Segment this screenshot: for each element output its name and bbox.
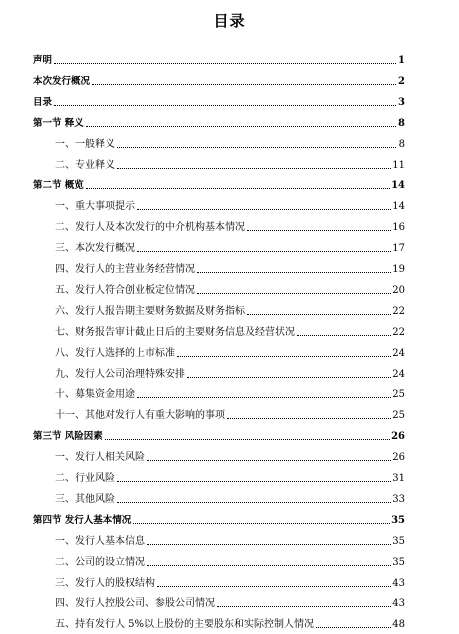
toc-dot-leader [227, 417, 391, 419]
toc-dot-leader [197, 292, 391, 294]
toc-entry-label: 一、一般释义 [55, 138, 115, 150]
toc-entry[interactable] [55, 216, 405, 234]
toc-entry[interactable] [55, 363, 405, 381]
toc-entry-label: 目录 [33, 96, 53, 108]
toc-entry[interactable] [33, 49, 405, 67]
toc-entry-page: 16 [392, 222, 405, 234]
toc-dot-leader [117, 480, 391, 482]
toc-entry[interactable] [55, 195, 405, 213]
toc-entry-page: 35 [392, 556, 405, 568]
toc-entry-page: 17 [392, 243, 405, 255]
toc-entry-label: 一、重大事项提示 [55, 201, 135, 213]
toc-entry-label: 十一、其他对发行人有重大影响的事项 [55, 410, 225, 422]
toc-entry-page: 11 [392, 159, 405, 171]
toc-entry-label: 十、募集资金用途 [55, 389, 135, 401]
toc-entry-label: 四、发行人的主营业务经营情况 [55, 264, 195, 275]
toc-entry-label: 第三节 风险因素 [33, 431, 103, 443]
toc-dot-leader [147, 543, 391, 545]
toc-dot-leader [316, 626, 391, 628]
toc-entry-label: 五、发行人符合创业板定位情况 [55, 284, 195, 296]
toc-dot-leader [105, 438, 390, 440]
toc-entry[interactable] [33, 174, 405, 192]
toc-dot-leader [137, 396, 391, 398]
toc-entry[interactable] [55, 446, 405, 464]
toc-entry[interactable] [55, 258, 405, 276]
toc-entry-label: 二、行业风险 [55, 473, 115, 484]
toc-entry-label: 一、发行人相关风险 [55, 452, 145, 464]
toc-entry-label: 声明 [33, 55, 53, 66]
toc-entry-label: 一、发行人基本信息 [55, 535, 145, 547]
toc-entry-page: 35 [391, 514, 405, 526]
toc-entry-page: 33 [392, 493, 405, 505]
toc-entry-page: 8 [398, 138, 405, 150]
toc-dot-leader [147, 564, 391, 566]
toc-dot-leader [86, 187, 390, 189]
toc-entry-page: 26 [392, 452, 405, 464]
toc-entry-label: 三、其他风险 [55, 493, 115, 505]
toc-entry[interactable] [55, 592, 405, 610]
toc-entry-label: 四、发行人控股公司、参股公司情况 [55, 598, 215, 610]
toc-entry-page: 35 [392, 535, 405, 547]
toc-entry[interactable] [55, 300, 405, 318]
toc-entry[interactable] [55, 613, 405, 631]
toc-dot-leader [117, 146, 396, 148]
toc-entry-label: 九、发行人公司治理特殊安排 [55, 368, 185, 380]
toc-entry-label: 二、发行人及本次发行的中介机构基本情况 [55, 222, 245, 234]
toc-dot-leader [157, 585, 391, 587]
toc-entry[interactable] [55, 488, 405, 506]
toc-entry-label: 第一节 释义 [33, 117, 84, 129]
toc-dot-leader [86, 125, 396, 127]
toc-entry-page: 24 [392, 368, 405, 380]
toc-entry[interactable] [33, 509, 405, 527]
toc-entry-page: 1 [398, 55, 405, 66]
toc-entry-page: 31 [392, 473, 405, 484]
toc-entry-page: 25 [392, 410, 405, 422]
toc-entry[interactable] [55, 133, 405, 151]
toc-dot-leader [247, 313, 391, 315]
toc-dot-leader [247, 229, 391, 231]
toc-entry-page: 24 [392, 347, 405, 359]
toc-entry-page: 14 [391, 180, 405, 192]
toc-dot-leader [133, 522, 390, 524]
toc-dot-leader [117, 167, 391, 169]
toc-entry-page: 22 [392, 305, 405, 317]
toc-entry-page: 22 [392, 326, 405, 338]
toc-entry-label: 五、持有发行人 5%以上股份的主要股东和实际控制人情况 [55, 619, 315, 631]
toc-entry[interactable] [33, 112, 405, 130]
toc-entry-page: 26 [391, 431, 405, 443]
toc-entry-page: 43 [392, 598, 405, 610]
toc-entry[interactable] [55, 237, 405, 255]
toc-entry[interactable] [33, 91, 405, 109]
toc-dot-leader [92, 83, 396, 85]
toc-dot-leader [137, 250, 391, 252]
page-title: 目录 [213, 12, 246, 30]
toc-entry-label: 七、财务报告审计截止日后的主要财务信息及经营状况 [55, 326, 295, 338]
toc-entry[interactable] [33, 425, 405, 443]
toc-entry-label: 本次发行概况 [33, 75, 91, 87]
toc-entry-page: 8 [398, 117, 405, 129]
toc-entry[interactable] [55, 154, 405, 172]
toc-entry-label: 六、发行人报告期主要财务数据及财务指标 [55, 305, 245, 317]
toc-entry-page: 48 [392, 619, 405, 631]
toc-entry-page: 43 [392, 577, 405, 589]
toc-entry-page: 20 [392, 284, 405, 296]
toc-entry[interactable] [55, 279, 405, 297]
toc-entry-label: 三、发行人的股权结构 [55, 577, 155, 589]
toc-entry[interactable] [55, 342, 405, 360]
toc-entry-page: 19 [392, 264, 405, 275]
toc-entry[interactable] [55, 551, 405, 569]
toc-entry[interactable] [55, 321, 405, 339]
toc-entry-page: 25 [392, 389, 405, 401]
toc-dot-leader [117, 501, 391, 503]
toc-entry[interactable] [55, 467, 405, 485]
toc-entry[interactable] [55, 572, 405, 590]
toc-entry-page: 2 [398, 75, 405, 87]
toc-dot-leader [137, 208, 391, 210]
toc-entry[interactable] [55, 530, 405, 548]
toc-entry-label: 二、专业释义 [55, 159, 115, 171]
toc-entry[interactable] [55, 404, 405, 422]
toc-dot-leader [177, 355, 391, 357]
toc-entry[interactable] [55, 383, 405, 401]
toc-entry-label: 第二节 概览 [33, 180, 84, 192]
toc-entry-label: 第四节 发行人基本情况 [33, 514, 132, 526]
toc-entry[interactable] [33, 70, 405, 88]
toc-entry-label: 二、公司的设立情况 [55, 556, 145, 568]
toc-entry-label: 八、发行人选择的上市标准 [55, 347, 175, 359]
toc-entry-page: 3 [398, 96, 405, 108]
toc-dot-leader [197, 271, 391, 273]
toc-dot-leader [187, 376, 391, 378]
toc-dot-leader [297, 334, 391, 336]
toc-dot-leader [54, 104, 396, 106]
toc-entry-page: 14 [392, 201, 405, 213]
toc-dot-leader [54, 62, 396, 64]
toc-dot-leader [147, 459, 391, 461]
toc-dot-leader [217, 605, 391, 607]
toc-entry-label: 三、本次发行概况 [55, 243, 135, 255]
